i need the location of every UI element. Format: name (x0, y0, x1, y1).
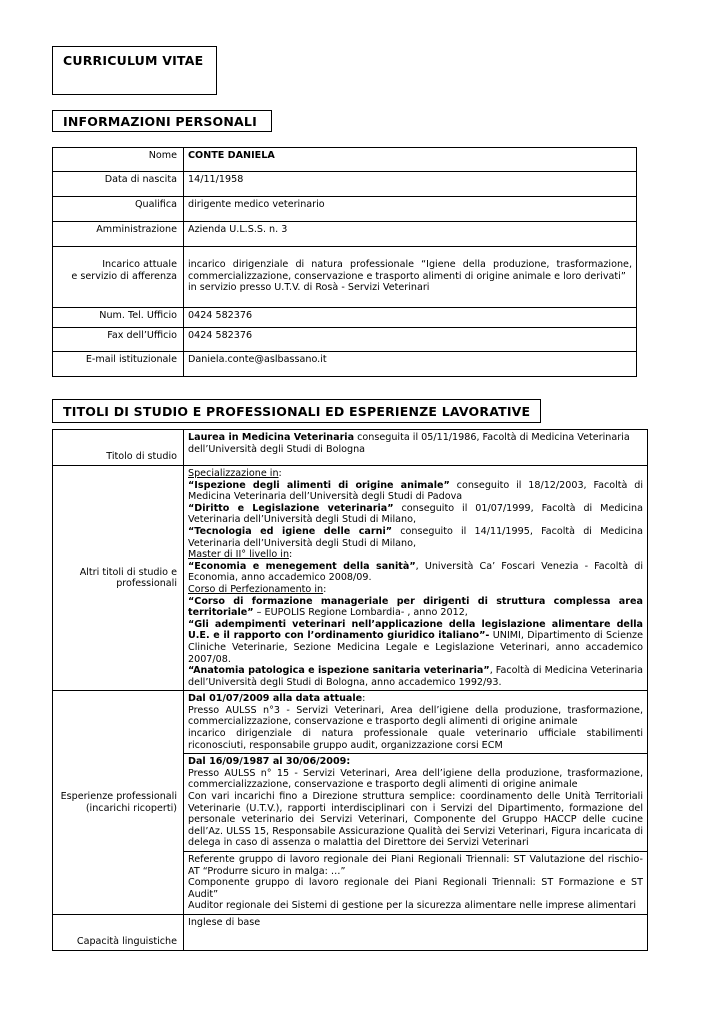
item-detail: conseguito il 18/12/2003, Facoltà di Medicina Veterinaria dell’Università degli Studi di Padova (188, 479, 643, 503)
row-value: 0424 582376 (184, 328, 637, 352)
item-title: “Ispezione degli alimenti di origine animale” (188, 479, 450, 491)
row-value (184, 430, 648, 466)
item-detail: UNIMI, Dipartimento di Scienze Cliniche Veterinarie, Sezione Medicina Legale e Legislazione Veterinari, anno accademico 2007/08. (188, 630, 643, 665)
item-detail: conseguito il 14/11/1995, Facoltà di Medicina Veterinaria dell’Università degli Studi di Milano, (188, 525, 643, 549)
row-value: CONTE DANIELA (184, 148, 637, 172)
table-row (53, 430, 648, 466)
item-detail: – EUPOLIS Regione Lombardia- , anno 2012, (253, 607, 468, 619)
studies-title: TITOLI DI STUDIO E PROFESSIONALI ED ESPERIENZE LAVORATIVE (63, 404, 531, 419)
label-line: Incarico attuale (102, 259, 177, 270)
cv-title: CURRICULUM VITAE (63, 53, 204, 68)
row-label: Fax dell’Ufficio (53, 328, 184, 352)
section-heading: Master di II° livello in (188, 549, 290, 561)
experience-line: Auditor regionale dei Sistemi di gestione per la sicurezza alimentare nelle imprese alimentari (188, 900, 637, 912)
table-row (53, 197, 637, 222)
row-label: Qualifica (53, 197, 184, 222)
row-value: Inglese di base (184, 914, 648, 950)
row-value (184, 247, 637, 308)
label-line: professionali (116, 578, 177, 590)
section-heading: Specializzazione in (188, 468, 279, 479)
row-label (53, 466, 184, 691)
item-detail: , Università Ca’ Foscari Venezia - Facoltà di Economia, anno accademico 2008/09. (188, 560, 643, 584)
value-line: in servizio presso U.T.V. di Rosà - Servizi Veterinari (188, 282, 430, 294)
item-title: “Diritto e Legislazione veterinaria” (188, 502, 394, 514)
label-line: (incarichi ricoperti) (85, 802, 177, 814)
experience-block (184, 754, 648, 852)
row-value: Azienda U.L.S.S. n. 3 (184, 222, 637, 247)
row-label: Titolo di studio (53, 430, 184, 466)
experience-line: Presso AULSS n°3 - Servizi Veterinari, Area dell’igiene della produzione, trasformazione, commercializzazione, conservazione e trasporto degli alimenti di origine animale (188, 704, 643, 728)
experience-block: Dal 01/07/2009 alla data attuale: Presso AULSS n°3 - Servizi Veterinari, Area dell’igiene della produzione, trasformazione, commercializzazione, conservazione e trasporto degli alimenti di origine animale incarico dirigenziale di natura professionale quale veterinario ufficiale stabilimenti riconosciuti, responsabile gruppo audit, organizzazione corsi ECM (184, 691, 648, 754)
item-title: “Economia e menegement della sanità” (188, 560, 416, 572)
experience-period: Dal 16/09/1987 al 30/06/2009: (188, 756, 351, 768)
item-title: “Anatomia patologica e ispezione sanitaria veterinaria” (188, 665, 490, 677)
table-row (53, 308, 637, 328)
experience-line: Componente gruppo di lavoro regionale dei Piani Regionali Triennali: ST Formazione e ST Audit” (188, 877, 643, 900)
table-row (53, 172, 637, 197)
personal-title: INFORMAZIONI PERSONALI (63, 114, 257, 129)
degree-detail: conseguita il 05/11/1986, Facoltà di Medicina Veterinaria dell’Università degli Studi di Bologna (188, 432, 630, 455)
table-row (53, 247, 637, 308)
table-row (53, 466, 648, 691)
experience-line: Presso AULSS n° 15 - Servizi Veterinari, Area dell’igiene della produzione, trasformazione, commercializzazione, conservazione e trasporto degli alimenti di origine animale (188, 767, 643, 791)
table-row (53, 222, 637, 247)
row-label: Data di nascita (53, 172, 184, 197)
cv-title-box (52, 46, 217, 95)
table-row (53, 691, 648, 754)
item-title: “Tecnologia ed igiene delle carni” (188, 525, 393, 537)
experience-line: incarico dirigenziale di natura professionale quale veterinario ufficiale stabilimenti riconosciuti, responsabile gruppo audit, organizzazione corsi ECM (188, 728, 643, 751)
row-label: E-mail istituzionale (53, 352, 184, 377)
row-value: Specializzazione in: “Ispezione degli alimenti di origine animale” conseguito il 18/12/2003, Facoltà di Medicina Veterinaria dell’Università degli Studi di Padova “Diritto e Legislazione veterinaria” conseguito il 01/07/1999, Facoltà di Medicina Veterinaria dell’Università degli Studi di Milano, “Tecnologia ed igiene delle carni” conseguito il 14/11/1995, Facoltà di Medicina Veterinaria dell’Università degli Studi di Milano, Master di II° livello in: “Economia e menegement della sanità”, Università Ca’ Foscari Venezia - Facoltà di Economia, anno accademico 2008/09. Corso di Perfezionamento in: “Corso di formazione manageriale per dirigenti di struttura complessa area territoriale” – EUPOLIS Regione Lombardia- , anno 2012, “Gli adempimenti veterinari nell’applicazione della legislazione alimentare della U.E. e il rapporto con l’ordinamento giuridico italiano”- UNIMI, Dipartimento di Scienze Cliniche Veterinarie, Sezione Medicina Legale e Legislazione Veterinari, anno accademico 2007/08. “Anatomia patologica e ispezione sanitaria veterinaria”, Facoltà di Medicina Veterinaria dell’Università degli Studi di Bologna, anno accademico 1992/93. (184, 466, 648, 691)
item-title: “Corso di formazione manageriale per dirigenti di struttura complessa area territoriale” (188, 595, 643, 619)
experience-line: Referente gruppo di lavoro regionale dei Piani Regionali Triennali: ST Valutazione del rischio- AT “Produrre sicuro in malga: …” (188, 854, 643, 877)
item-detail: , Facoltà di Medicina Veterinaria dell’Università degli Studi di Bologna, anno accademico 1992/93. (188, 665, 643, 688)
row-label: Capacità linguistiche (53, 914, 184, 950)
studies-title-box (52, 399, 541, 423)
row-value: dirigente medico veterinario (184, 197, 637, 222)
row-label (53, 247, 184, 308)
item-title: “Gli adempimenti veterinari nell’applicazione della legislazione alimentare della U.E. e il rapporto con l’ordinamento giuridico italiano”- (188, 618, 643, 642)
row-label (53, 691, 184, 915)
experience-block (184, 852, 648, 915)
label-line: Altri titoli di studio e (79, 566, 177, 578)
row-value: 14/11/1958 (184, 172, 637, 197)
email-value: Daniela.conte@aslbassano.it (184, 352, 637, 377)
section-heading: Corso di Perfezionamento in (188, 583, 324, 595)
row-label: Nome (53, 148, 184, 172)
personal-title-box (52, 110, 272, 132)
personal-info-table (52, 147, 637, 377)
label-line: e servizio di afferenza (71, 270, 177, 282)
table-row (53, 914, 648, 950)
row-label: Num. Tel. Ufficio (53, 308, 184, 328)
degree-title: Laurea in Medicina Veterinaria (188, 432, 355, 443)
experience-period: Dal 01/07/2009 alla data attuale (188, 693, 363, 705)
table-row (53, 352, 637, 377)
row-value: 0424 582376 (184, 308, 637, 328)
item-detail: conseguito il 01/07/1999, Facoltà di Medicina Veterinaria dell’Università degli Studi di Milano, (188, 502, 643, 526)
table-row (53, 148, 637, 172)
label-line: Esperienze professionali (60, 791, 177, 803)
experience-line: Con vari incarichi fino a Direzione struttura semplice: coordinamento delle Unità Territoriali Veterinarie (U.T.V.), rapporti interdisciplinari con i Servizi del Dipartimento, formazione del personale veterinario dei Servizi Veterinari, Componente del Gruppo HACCP delle cucine dell’Az. ULSS 15, Responsabile Assicurazione Qualità dei Servizi Veterinari, Figura incaricata di delega in caso di assenza o malattia del Direttore dei Servizi Veterinari (188, 791, 643, 849)
value-line: incarico dirigenziale di natura professionale “Igiene della produzione, trasformazione, commercializzazione, conservazione e trasporto alimenti di origine animale e loro derivati” (188, 259, 632, 282)
studies-table (52, 429, 648, 951)
row-label: Amministrazione (53, 222, 184, 247)
table-row (53, 328, 637, 352)
